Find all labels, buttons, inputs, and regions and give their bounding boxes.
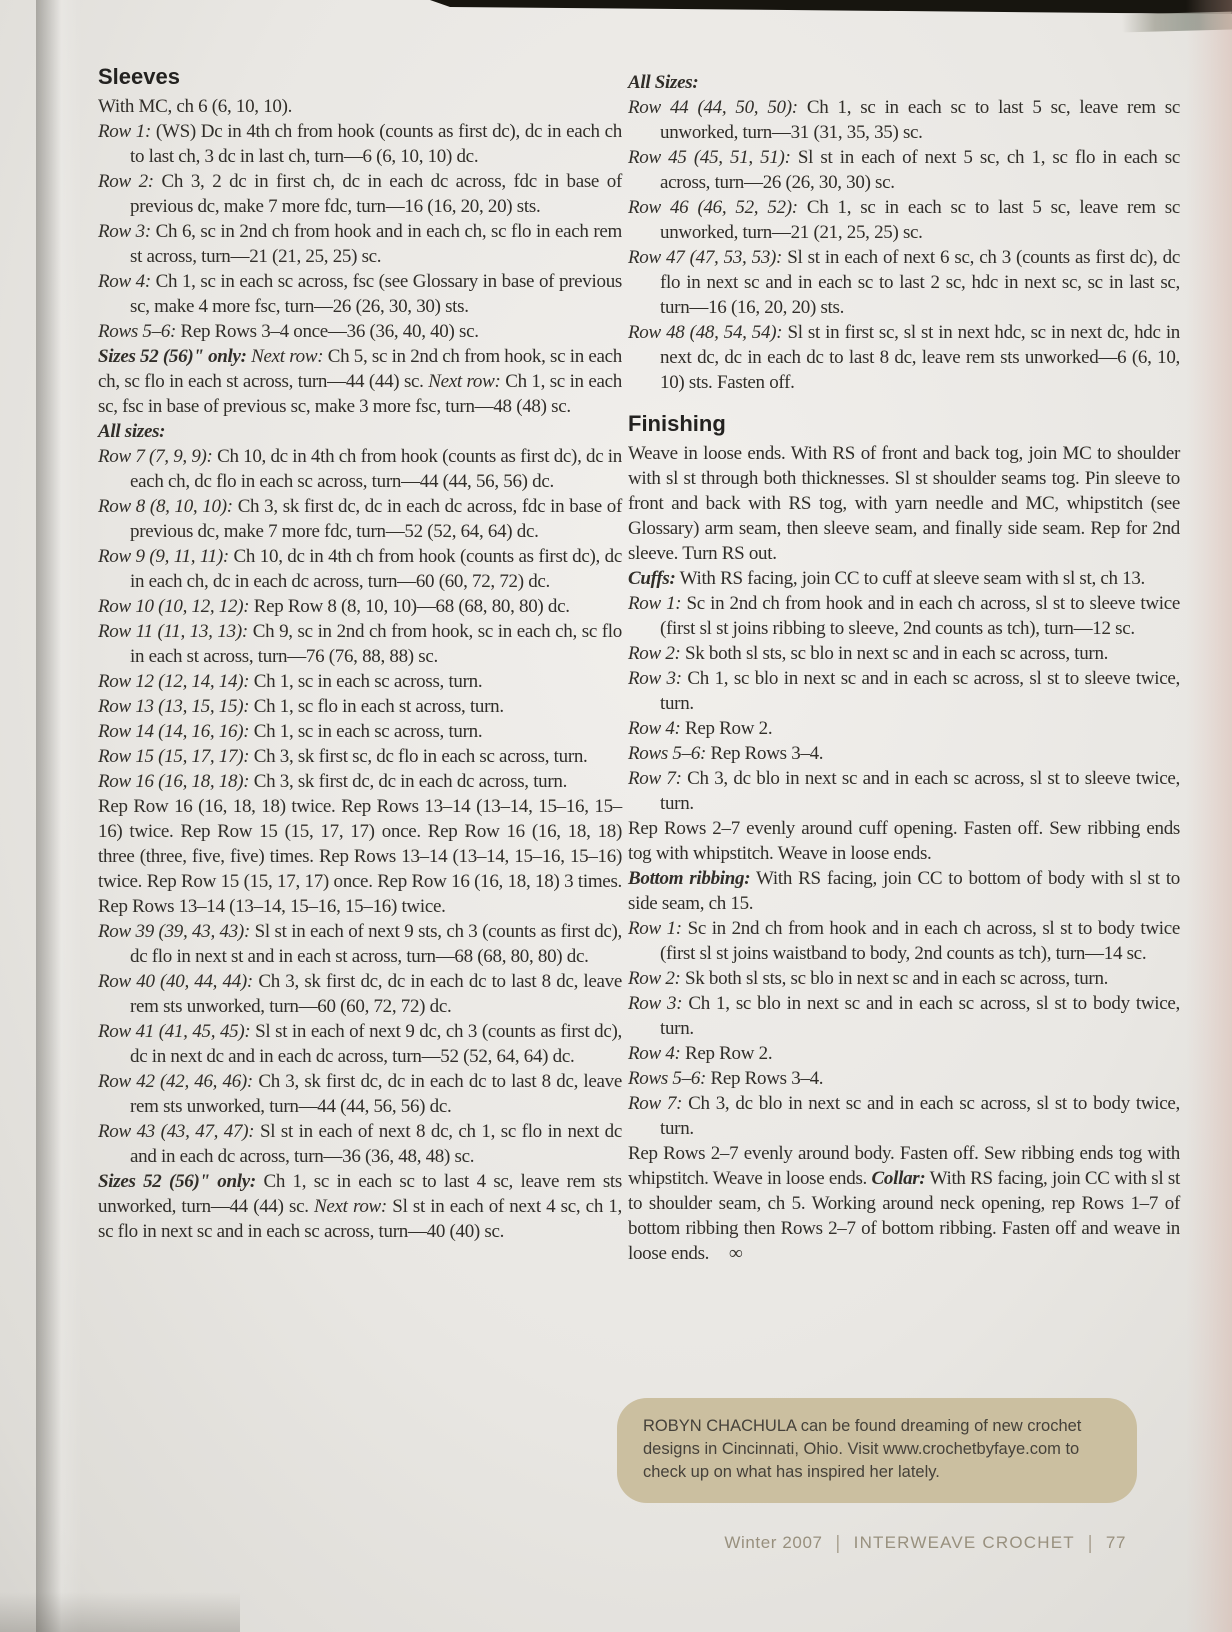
text-segment: Rep Row 8 (8, 10, 10)—68 (68, 80, 80) dc. bbox=[249, 596, 570, 617]
text-segment: Ch 1, sc flo in each st across, turn. bbox=[249, 696, 504, 717]
text-segment: Row 10 (10, 12, 12): bbox=[98, 596, 250, 617]
book-spine-shadow bbox=[0, 0, 36, 1632]
text-segment: Row 8 (8, 10, 10): bbox=[98, 496, 233, 517]
pattern-paragraph bbox=[628, 566, 1180, 591]
pattern-paragraph bbox=[98, 794, 622, 919]
text-segment: Row 2: bbox=[628, 968, 681, 989]
pattern-paragraph bbox=[98, 169, 622, 219]
footer-separator: | bbox=[1087, 1531, 1093, 1554]
pattern-paragraph bbox=[98, 269, 622, 319]
author-bio-box bbox=[617, 1398, 1137, 1503]
text-segment: All Sizes: bbox=[628, 72, 699, 93]
text-segment: Row 44 (44, 50, 50): bbox=[628, 97, 798, 118]
pattern-paragraph bbox=[628, 145, 1180, 195]
text-segment: Row 7 (7, 9, 9): bbox=[98, 446, 213, 467]
text-segment: Row 12 (12, 14, 14): bbox=[98, 671, 250, 692]
right-column bbox=[628, 70, 1180, 1266]
text-segment: Rep Rows 3–4. bbox=[706, 743, 824, 764]
section-heading: Sleeves bbox=[98, 64, 180, 89]
pattern-paragraph bbox=[98, 919, 622, 969]
text-segment: Ch 1, sc in each sc across, turn. bbox=[249, 721, 483, 742]
text-segment: Sizes 52 (56)" only: bbox=[98, 1171, 256, 1192]
text-segment: Rep Rows 2–7 evenly around cuff opening. Fasten off. Sew ribbing ends tog with whipstitch. Weave in loose ends. bbox=[628, 818, 1180, 864]
text-segment: Row 1: bbox=[628, 593, 682, 614]
page-bottom-shadow bbox=[0, 1592, 240, 1632]
text-segment: Sl st in each of next 8 dc, ch 1, sc flo in next dc and in each dc across, turn—36 (36, 48, 48) sc. bbox=[130, 1121, 623, 1167]
text-segment: Rep Rows 2–7 evenly around body. Fasten off. Sew ribbing ends tog with whipstitch. Weave in loose ends. bbox=[628, 1143, 1180, 1189]
text-segment: Row 46 (46, 52, 52): bbox=[628, 197, 798, 218]
text-segment: Ch 1, sc in each sc across, turn. bbox=[249, 671, 483, 692]
text-segment: Rep Row 2. bbox=[680, 718, 773, 739]
text-segment: Row 47 (47, 53, 53): bbox=[628, 247, 783, 268]
text-segment: Ch 1, sc in each sc to last 4 sc, leave rem sts unworked, turn—44 (44) sc. bbox=[98, 1171, 622, 1217]
pattern-paragraph bbox=[628, 1041, 1180, 1066]
text-segment: Ch 1, sc in each sc across, fsc (see Glossary in base of previous sc, make 4 more fsc, turn—26 (26, 30, 30) sts. bbox=[130, 271, 622, 317]
text-segment: Rep Row 2. bbox=[680, 1043, 773, 1064]
text-segment: Row 40 (40, 44, 44): bbox=[98, 971, 253, 992]
text-segment: Row 7: bbox=[628, 768, 682, 789]
text-segment: Rep Rows 3–4 once—36 (36, 40, 40) sc. bbox=[176, 321, 479, 342]
footer-separator: | bbox=[835, 1531, 841, 1554]
pattern-paragraph bbox=[628, 741, 1180, 766]
text-segment: Sl st in each of next 9 sts, ch 3 (counts as first dc), dc flo in next st and in each st across, turn—68 (68, 80, 80) dc. bbox=[130, 921, 623, 967]
text-segment: Row 15 (15, 17, 17): bbox=[98, 746, 250, 767]
text-segment: Weave in loose ends. With RS of front and back tog, join MC to shoulder with sl st through both thicknesses. Sl st shoulder seams tog. Pin sleeve to front and back with RS tog, with yarn needle and MC, whipstitch (see Glossary) arm seam, then sleeve seam, and finally side seam. Rep for 2nd sleeve. Turn RS out. bbox=[628, 443, 1180, 564]
text-segment: Ch 3, sk first dc, dc in each dc to last 8 dc, leave rem sts unworked, turn—44 (44, 56, 56) dc. bbox=[130, 1071, 622, 1117]
pattern-paragraph bbox=[98, 444, 622, 494]
text-segment: Row 3: bbox=[98, 221, 151, 242]
text-segment: Bottom ribbing: bbox=[628, 868, 751, 889]
pattern-paragraph bbox=[628, 441, 1180, 566]
adjacent-page-edge bbox=[430, 0, 1232, 14]
pattern-paragraph bbox=[628, 966, 1180, 991]
pattern-paragraph bbox=[628, 591, 1180, 641]
pattern-paragraph bbox=[628, 245, 1180, 320]
text-segment: Cuffs: bbox=[628, 568, 676, 589]
text-segment: Sl st in each of next 4 sc, ch 1, sc flo in next sc and in each sc across, turn—40 (40) sc. bbox=[98, 1196, 622, 1242]
text-segment: Row 16 (16, 18, 18): bbox=[98, 771, 250, 792]
pattern-paragraph bbox=[98, 694, 622, 719]
text-segment: Row 11 (11, 13, 13): bbox=[98, 621, 248, 642]
pattern-paragraph bbox=[98, 494, 622, 544]
pattern-paragraph bbox=[628, 70, 1180, 95]
pattern-paragraph bbox=[628, 766, 1180, 816]
pattern-paragraph bbox=[98, 1019, 622, 1069]
text-segment: Row 39 (39, 43, 43): bbox=[98, 921, 250, 942]
text-segment: Row 4: bbox=[628, 1043, 681, 1064]
text-segment: Sc in 2nd ch from hook and in each ch across, sl st to body twice (first sl st joins waistband to body, 2nd counts as tch), turn—14 sc. bbox=[660, 918, 1181, 964]
text-segment: Ch 3, sk first sc, dc flo in each sc across, turn. bbox=[249, 746, 588, 767]
footer-page-number: 77 bbox=[1105, 1533, 1126, 1552]
footer-magazine-title: INTERWEAVE CROCHET bbox=[853, 1533, 1075, 1552]
text-segment: Sk both sl sts, sc blo in next sc and in each sc across, turn. bbox=[680, 968, 1109, 989]
pattern-paragraph bbox=[628, 666, 1180, 716]
text-segment: Row 2: bbox=[628, 643, 681, 664]
pattern-paragraph bbox=[98, 594, 622, 619]
text-segment: With MC, ch 6 (6, 10, 10). bbox=[98, 96, 293, 117]
pattern-paragraph bbox=[628, 95, 1180, 145]
text-segment: Rows 5–6: bbox=[628, 1068, 707, 1089]
pattern-paragraph bbox=[98, 669, 622, 694]
pattern-paragraph bbox=[628, 716, 1180, 741]
text-segment: Next row: bbox=[314, 1196, 387, 1217]
text-segment: Ch 3, dc blo in next sc and in each sc across, sl st to sleeve twice, turn. bbox=[660, 768, 1180, 814]
text-segment: With RS facing, join CC to bottom of body with sl st to side seam, ch 15. bbox=[628, 868, 1180, 914]
text-segment: Sl st in each of next 9 dc, ch 3 (counts as first dc), dc in next dc and in each dc across, turn—52 (52, 64, 64) dc. bbox=[130, 1021, 622, 1067]
text-segment: Sc in 2nd ch from hook and in each ch across, sl st to sleeve twice (first sl st joins ribbing to sleeve, 2nd counts as tch), turn—12 sc. bbox=[660, 593, 1180, 639]
pattern-paragraph bbox=[98, 94, 622, 119]
pattern-paragraph bbox=[98, 119, 622, 169]
text-segment: Ch 10, dc in 4th ch from hook (counts as first dc), dc in each ch, dc in each dc across, turn—60 (60, 72, 72) dc. bbox=[130, 546, 622, 592]
pattern-paragraph bbox=[98, 719, 622, 744]
text-segment: Ch 10, dc in 4th ch from hook (counts as first dc), dc in each ch, dc flo in each sc across, turn—44 (44, 56, 56) dc. bbox=[130, 446, 622, 492]
text-segment: Ch 3, sk first dc, dc in each dc across, fdc in base of previous dc, make 7 more fdc, turn—52 (52, 64, 64) dc. bbox=[130, 496, 622, 542]
text-segment: Ch 3, 2 dc in first ch, dc in each dc across, fdc in base of previous dc, make 7 more fdc, turn—16 (16, 20, 20) sts. bbox=[130, 171, 622, 217]
text-segment: Ch 1, sc blo in next sc and in each sc across, sl st to sleeve twice, turn. bbox=[660, 668, 1180, 714]
spine-fade bbox=[36, 0, 82, 1632]
text-segment: Rep Row 16 (16, 18, 18) twice. Rep Rows 13–14 (13–14, 15–16, 15–16) twice. Rep Row 15 (15, 17, 17) once. Rep Row 16 (16, 18, 18) three (three, five, five) times. Rep Rows 13–14 (13–14, 15–16, 15–16) twice. Rep Row 15 (15, 17, 17) once. Rep Row 16 (16, 18, 18) 3 times. Rep Rows 13–14 (13–14, 15–16, 15–16) twice. bbox=[98, 796, 622, 917]
text-segment: Row 1: bbox=[628, 918, 682, 939]
pattern-paragraph bbox=[628, 641, 1180, 666]
text-segment: Row 48 (48, 54, 54): bbox=[628, 322, 783, 343]
pattern-paragraph bbox=[98, 744, 622, 769]
author-bio-text: ROBYN CHACHULA can be found dreaming of new crochet designs in Cincinnati, Ohio. Visit www.crochetbyfaye.com to check up on what has inspired her lately. bbox=[643, 1417, 1082, 1481]
text-segment: Sl st in first sc, sl st in next hdc, sc in next dc, hdc in next dc, dc in each dc to last 8 dc, leave rem sts unworked—6 (6, 10, 10) sts. Fasten off. bbox=[660, 322, 1180, 393]
text-segment: Sizes 52 (56)" only: bbox=[98, 346, 247, 367]
text-segment: Ch 1, sc blo in next sc and in each sc across, sl st to body twice, turn. bbox=[660, 993, 1180, 1039]
text-segment: All sizes: bbox=[98, 421, 166, 442]
text-segment: Row 3: bbox=[628, 668, 682, 689]
text-segment: Sl st in each of next 6 sc, ch 3 (counts as first dc), dc flo in next sc and in each sc to last 2 sc, hdc in next sc, sc in last sc, turn—16 (16, 20, 20) sts. bbox=[660, 247, 1180, 318]
pattern-paragraph bbox=[98, 769, 622, 794]
text-segment: Ch 1, sc in each sc to last 5 sc, leave rem sc unworked, turn—31 (31, 35, 35) sc. bbox=[660, 97, 1180, 143]
page-right-edge bbox=[1186, 0, 1232, 1632]
text-segment: With RS facing, join CC with sl st to shoulder seam, ch 5. Working around neck opening, rep Rows 1–7 of bottom ribbing then Rows 2–7 of bottom ribbing. Fasten off and weave in loose ends. bbox=[628, 1168, 1180, 1264]
text-segment: Row 3: bbox=[628, 993, 683, 1014]
text-segment: Row 43 (43, 47, 47): bbox=[98, 1121, 255, 1142]
pattern-paragraph bbox=[98, 344, 622, 419]
pattern-paragraph bbox=[628, 816, 1180, 866]
pattern-paragraph bbox=[628, 866, 1180, 916]
text-segment: Ch 3, dc blo in next sc and in each sc across, sl st to body twice, turn. bbox=[660, 1093, 1180, 1139]
pattern-paragraph bbox=[98, 419, 622, 444]
footer-issue: Winter 2007 bbox=[724, 1533, 823, 1552]
text-segment: Collar: bbox=[871, 1168, 926, 1189]
text-segment: Next row: bbox=[428, 371, 501, 392]
text-segment: Row 4: bbox=[628, 718, 681, 739]
text-segment: Row 7: bbox=[628, 1093, 683, 1114]
pattern-paragraph bbox=[628, 195, 1180, 245]
text-segment: Row 9 (9, 11, 11): bbox=[98, 546, 229, 567]
text-segment: Ch 1, sc in each sc to last 5 sc, leave rem sc unworked, turn—21 (21, 25, 25) sc. bbox=[660, 197, 1180, 243]
text-segment: Row 1: bbox=[98, 121, 152, 142]
pattern-paragraph bbox=[628, 320, 1180, 395]
text-segment: Rows 5–6: bbox=[628, 743, 707, 764]
pattern-paragraph bbox=[98, 319, 622, 344]
text-segment: Ch 1, sc in each sc, fsc in base of previous sc, make 3 more fsc, turn—48 (48) sc. bbox=[98, 371, 622, 417]
pattern-paragraph bbox=[98, 619, 622, 669]
pattern-paragraph bbox=[98, 1169, 622, 1244]
pattern-paragraph bbox=[628, 916, 1180, 966]
end-of-article-icon: ∞ bbox=[729, 1243, 742, 1264]
section-heading: Finishing bbox=[628, 411, 726, 436]
text-segment: Sl st in each of next 5 sc, ch 1, sc flo in each sc across, turn—26 (26, 30, 30) sc. bbox=[660, 147, 1181, 193]
pattern-paragraph bbox=[628, 1141, 1180, 1266]
text-segment: Ch 3, sk first dc, dc in each dc to last 8 dc, leave rem sts unworked, turn—60 (60, 72, 72) dc. bbox=[130, 971, 622, 1017]
pattern-paragraph bbox=[98, 219, 622, 269]
page-footer bbox=[724, 1533, 1126, 1553]
text-segment: Ch 6, sc in 2nd ch from hook and in each ch, sc flo in each rem st across, turn—21 (21, 25, 25) sc. bbox=[130, 221, 622, 267]
text-segment: Sk both sl sts, sc blo in next sc and in each sc across, turn. bbox=[680, 643, 1109, 664]
pattern-paragraph bbox=[98, 969, 622, 1019]
text-segment: Ch 5, sc in 2nd ch from hook, sc in each ch, sc flo in each st across, turn—44 (44) sc. bbox=[98, 346, 622, 392]
pattern-paragraph bbox=[98, 544, 622, 594]
text-segment: Rep Rows 3–4. bbox=[706, 1068, 824, 1089]
text-segment: With RS facing, join CC to cuff at sleeve seam with sl st, ch 13. bbox=[675, 568, 1145, 589]
text-segment: Row 14 (14, 16, 16): bbox=[98, 721, 250, 742]
pattern-paragraph bbox=[98, 1119, 622, 1169]
left-column bbox=[98, 64, 622, 1244]
text-segment: (WS) Dc in 4th ch from hook (counts as first dc), dc in each ch to last ch, 3 dc in last ch, turn—6 (6, 10, 10) dc. bbox=[130, 121, 622, 167]
text-segment: Ch 9, sc in 2nd ch from hook, sc in each ch, sc flo in each st across, turn—76 (76, 88, 88) sc. bbox=[130, 621, 622, 667]
pattern-paragraph bbox=[628, 991, 1180, 1041]
text-segment: Next row: bbox=[246, 346, 324, 367]
text-segment: Row 2: bbox=[98, 171, 154, 192]
pattern-paragraph bbox=[628, 1091, 1180, 1141]
text-segment: Rows 5–6: bbox=[98, 321, 177, 342]
text-segment: Row 4: bbox=[98, 271, 151, 292]
pattern-paragraph bbox=[628, 1066, 1180, 1091]
text-segment: Row 41 (41, 45, 45): bbox=[98, 1021, 251, 1042]
text-segment: Ch 3, sk first dc, dc in each dc across, turn. bbox=[249, 771, 568, 792]
pattern-paragraph bbox=[98, 1069, 622, 1119]
text-segment: Row 13 (13, 15, 15): bbox=[98, 696, 250, 717]
text-segment: Row 42 (42, 46, 46): bbox=[98, 1071, 253, 1092]
text-segment: Row 45 (45, 51, 51): bbox=[628, 147, 791, 168]
